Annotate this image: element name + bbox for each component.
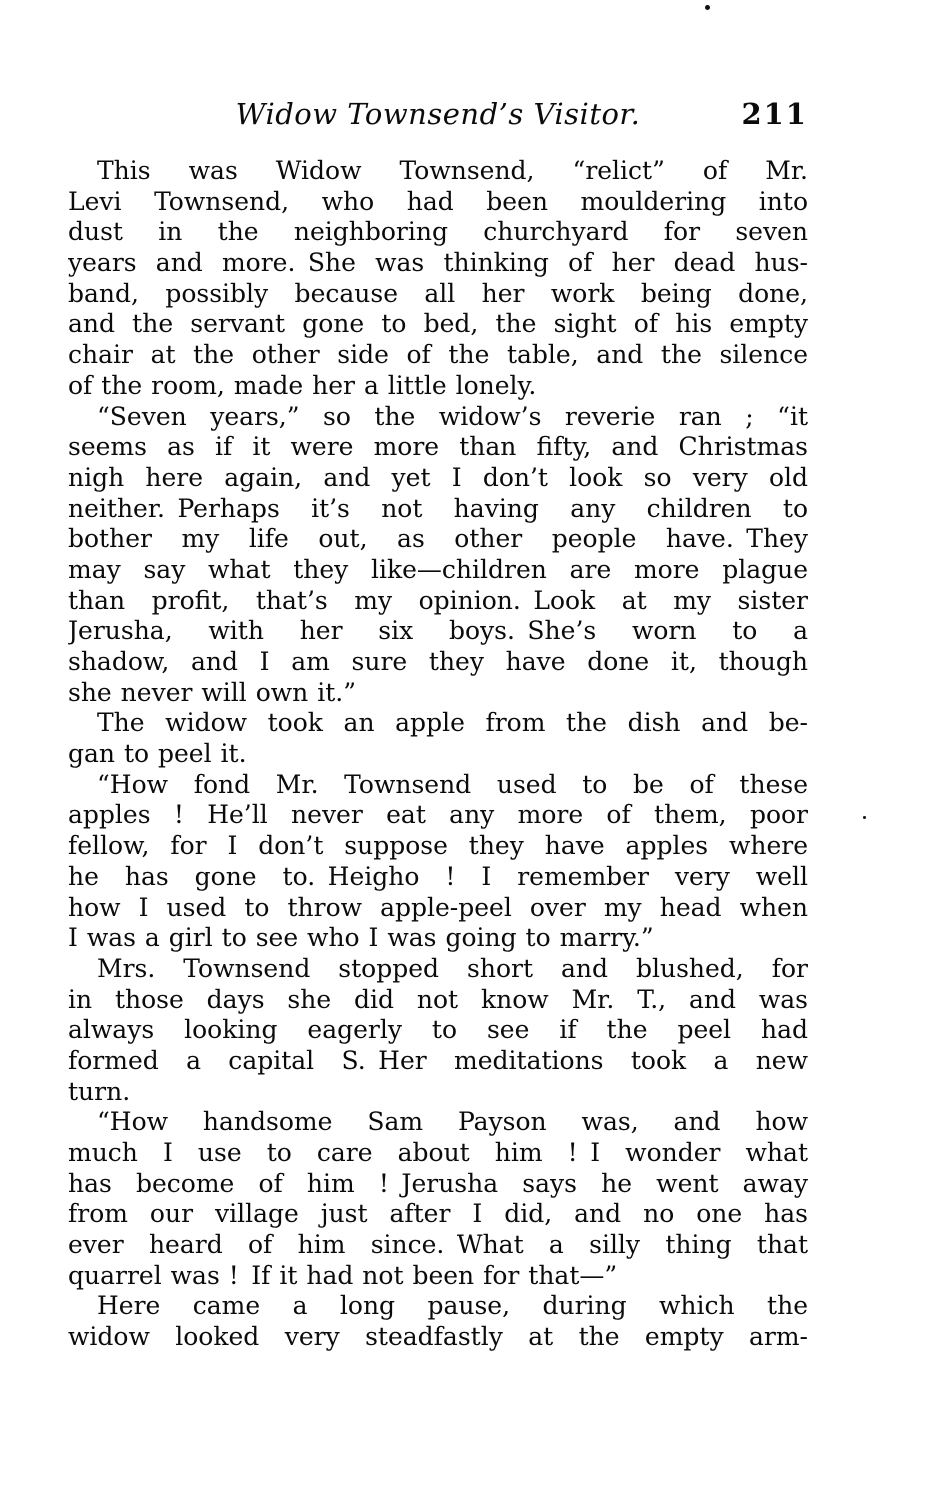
paragraph [68, 402, 808, 709]
text-line: formed a capital S. Her meditations took a new [68, 1045, 808, 1075]
text-line: from our village just after I did, and no one has [68, 1199, 808, 1229]
text-line: she never will own it.” [68, 677, 356, 707]
paragraph [68, 1291, 808, 1352]
text-line: shadow, and I am sure they have done it, though [68, 647, 808, 676]
paragraph [68, 708, 808, 769]
paragraph [68, 954, 808, 1107]
text-line: in those days she did not know Mr. T., and was [68, 984, 808, 1014]
text-line: The widow took an apple from the dish and be- [97, 708, 808, 738]
text-line: quarrel was ! If it had not been for that—” [68, 1260, 618, 1290]
paragraph [68, 770, 808, 954]
ink-speck [863, 816, 866, 819]
text-line: band, possibly because all her work being done, [68, 278, 808, 308]
text-line: “Seven years,” so the widow’s reverie ran ; “it [97, 401, 808, 431]
text-line: This was Widow Townsend, “relict” of Mr. [97, 156, 808, 185]
text-line: of the room, made her a little lonely. [68, 370, 537, 400]
text-line: widow looked very steadfastly at the empty arm- [68, 1322, 808, 1352]
text-line: Here came a long pause, during which the [97, 1291, 808, 1321]
text-line: and the servant gone to bed, the sight of his empty [68, 309, 808, 339]
text-line: he has gone to. Heigho ! I remember very well [68, 861, 808, 891]
page-header [68, 96, 808, 134]
text-line: bother my life out, as other people have. They [68, 524, 808, 554]
text-line: apples ! He’ll never eat any more of them, poor [68, 800, 808, 830]
text-line: “How handsome Sam Payson was, and how [97, 1107, 808, 1137]
ink-speck [705, 5, 710, 10]
text-line: gan to peel it. [68, 739, 247, 769]
text-line: neither. Perhaps it’s not having any children to [68, 493, 808, 523]
text-line: always looking eagerly to see if the peel had [68, 1015, 808, 1045]
text-line: may say what they like—children are more plague [68, 554, 808, 584]
text-line: chair at the other side of the table, and the silence [68, 340, 808, 370]
text-line: Mrs. Townsend stopped short and blushed, for [97, 953, 808, 983]
text-line: Levi Townsend, who had been mouldering into [68, 186, 808, 216]
text-line: “How fond Mr. Townsend used to be of these [97, 769, 808, 799]
text-line: seems as if it were more than fifty, and Christmas [68, 432, 808, 462]
paragraph [68, 156, 808, 402]
text-line: turn. [68, 1076, 131, 1106]
text-line: I was a girl to see who I was going to marry.” [68, 923, 654, 953]
text-line: has become of him ! Jerusha says he went away [68, 1168, 808, 1198]
text-line: Jerusha, with her six boys. She’s worn to a [68, 616, 808, 646]
paragraph [68, 1107, 808, 1291]
text-line: dust in the neighboring churchyard for seven [68, 217, 808, 247]
text-line: years and more. She was thinking of her dead hus- [68, 248, 808, 278]
page-body [68, 156, 808, 1353]
text-line: than profit, that’s my opinion. Look at my sister [68, 585, 808, 615]
text-line: fellow, for I don’t suppose they have apples where [68, 831, 808, 861]
running-title: Widow Townsend’s Visitor. [235, 97, 641, 131]
page-number: 211 [741, 97, 808, 131]
text-line: much I use to care about him ! I wonder what [68, 1138, 808, 1167]
text-line: ever heard of him since. What a silly thing that [68, 1230, 808, 1260]
text-line: nigh here again, and yet I don’t look so very old [68, 462, 808, 492]
text-line: how I used to throw apple-peel over my head when [68, 892, 808, 922]
